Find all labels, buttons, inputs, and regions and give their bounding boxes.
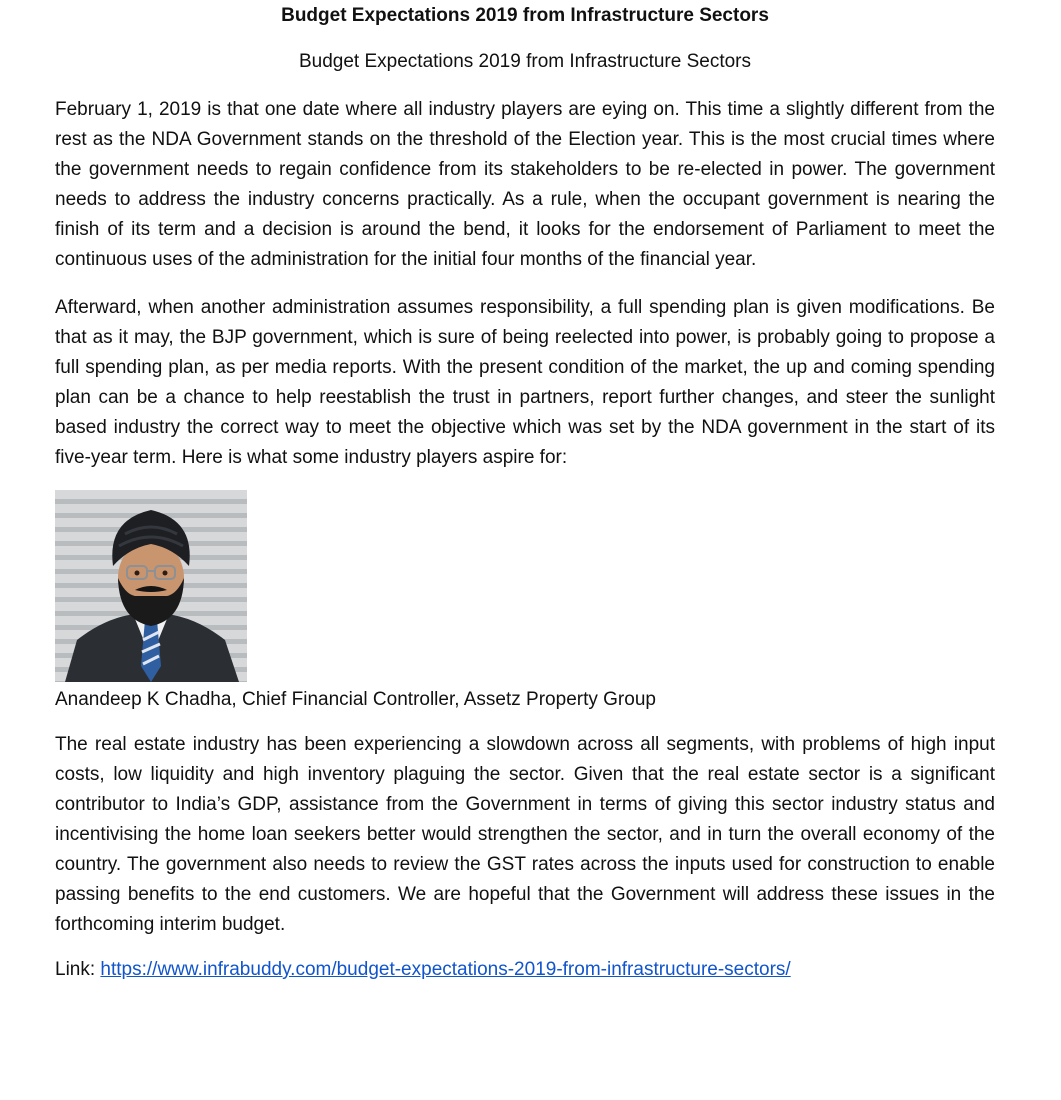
source-link[interactable]: https://www.infrabuddy.com/budget-expectations-2019-from-infrastructure-sectors/	[100, 959, 791, 980]
photo-caption: Anandeep K Chadha, Chief Financial Controller, Assetz Property Group	[55, 689, 656, 710]
second-paragraph: Afterward, when another administration assumes responsibility, a full spending plan is given modifications. Be that as it may, the BJP government, which is sure of being reelected into power, is probably going to propose a full spending plan, as per media reports. With the present condition of the market, the up and coming spending plan can be a chance to help reestablish the trust in partners, report further changes, and steer the sunlight based industry the correct way to meet the objective which was set by the NDA government in the start of its five-year term. Here is what some industry players aspire for:	[55, 297, 995, 468]
intro-paragraph: February 1, 2019 is that one date where all industry players are eying on. This time a slightly different from the rest as the NDA Government stands on the threshold of the Election year. This is the most crucial times where the government needs to regain confidence from its stakeholders to be re-elected in power. The government needs to address the industry concerns practically. As a rule, when the occupant government is nearing the finish of its term and a decision is around the bend, it looks for the endorsement of Parliament to meet the continuous uses of the administration for the initial four months of the financial year.	[55, 99, 995, 270]
document-title: Budget Expectations 2019 from Infrastructure Sectors	[281, 5, 769, 26]
document-subtitle: Budget Expectations 2019 from Infrastructure Sectors	[298, 51, 751, 72]
link-label: Link:	[55, 959, 96, 980]
portrait-photo	[55, 490, 247, 682]
source-link-line	[55, 956, 995, 984]
quote-paragraph: The real estate industry has been experiencing a slowdown across all segments, with problems of high input costs, low liquidity and high inventory plaguing the sector. Given that the real estate sector is a significant contributor to India’s GDP, assistance from the Government in terms of giving this sector industry status and incentivising the home loan seekers better would strengthen the sector, and in turn the overall economy of the country. The government also needs to review the GST rates across the inputs used for construction to enable passing benefits to the end customers. We are hopeful that the Government will address these issues in the forthcoming interim budget.	[55, 734, 995, 935]
document-page	[55, 0, 995, 984]
person-portrait-icon	[55, 490, 247, 682]
